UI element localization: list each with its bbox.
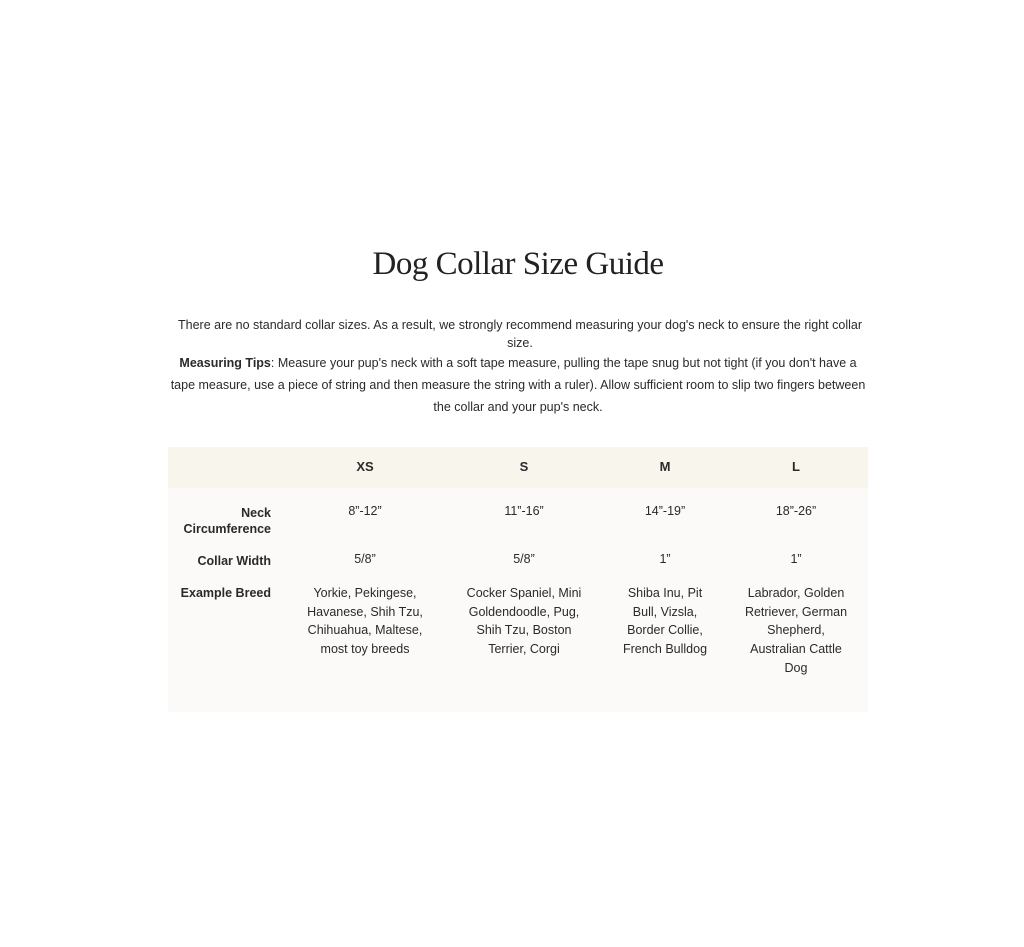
column-header-m: M [659, 459, 671, 474]
table-cell: Yorkie, Pekingese, Havanese, Shih Tzu, Chihuahua, Maltese, most toy breeds [307, 586, 423, 657]
table-cell: Shiba Inu, Pit Bull, Vizsla, Border Collie, French Bulldog [622, 586, 708, 657]
column-header-xs: XS [356, 459, 374, 474]
table-cell: 11”-16” [504, 504, 544, 518]
intro-text: There are no standard collar sizes. As a result, we strongly recommend measuring your dog's neck to ensure the right collar size. [178, 318, 862, 350]
table-cell: 8”-12” [348, 504, 382, 518]
tips-label: Measuring Tips [179, 356, 271, 370]
table-cell: Cocker Spaniel, Mini Goldendoodle, Pug, Shih Tzu, Boston Terrier, Corgi [466, 586, 582, 657]
row-label-neck-circumference: Neck Circumference [183, 506, 271, 536]
table-cell: 1” [790, 552, 802, 566]
table-header-row [168, 447, 868, 488]
tips-text: : Measure your pup's neck with a soft tape measure, pulling the tape snug but not tight (if you don't have a tape measure, use a piece of string and then measure the string with a ruler). Allow sufficient room to slip two fingers between the collar and your pup's neck. [170, 356, 866, 414]
table-cell: 5/8” [513, 552, 535, 566]
table-cell: 14”-19” [644, 504, 686, 518]
table-cell: 1” [659, 552, 671, 566]
column-header-l: L [792, 459, 800, 474]
size-table [168, 447, 868, 712]
page-title: Dog Collar Size Guide [372, 246, 664, 282]
table-cell: 18”-26” [775, 504, 817, 518]
table-cell: Labrador, Golden Retriever, German Shepherd, Australian Cattle Dog [744, 586, 848, 675]
row-label-collar-width: Collar Width [197, 554, 271, 568]
column-header-s: S [519, 459, 529, 474]
measuring-tips [170, 352, 866, 418]
row-label-example-breed: Example Breed [180, 586, 271, 600]
table-cell: 5/8” [354, 552, 376, 566]
